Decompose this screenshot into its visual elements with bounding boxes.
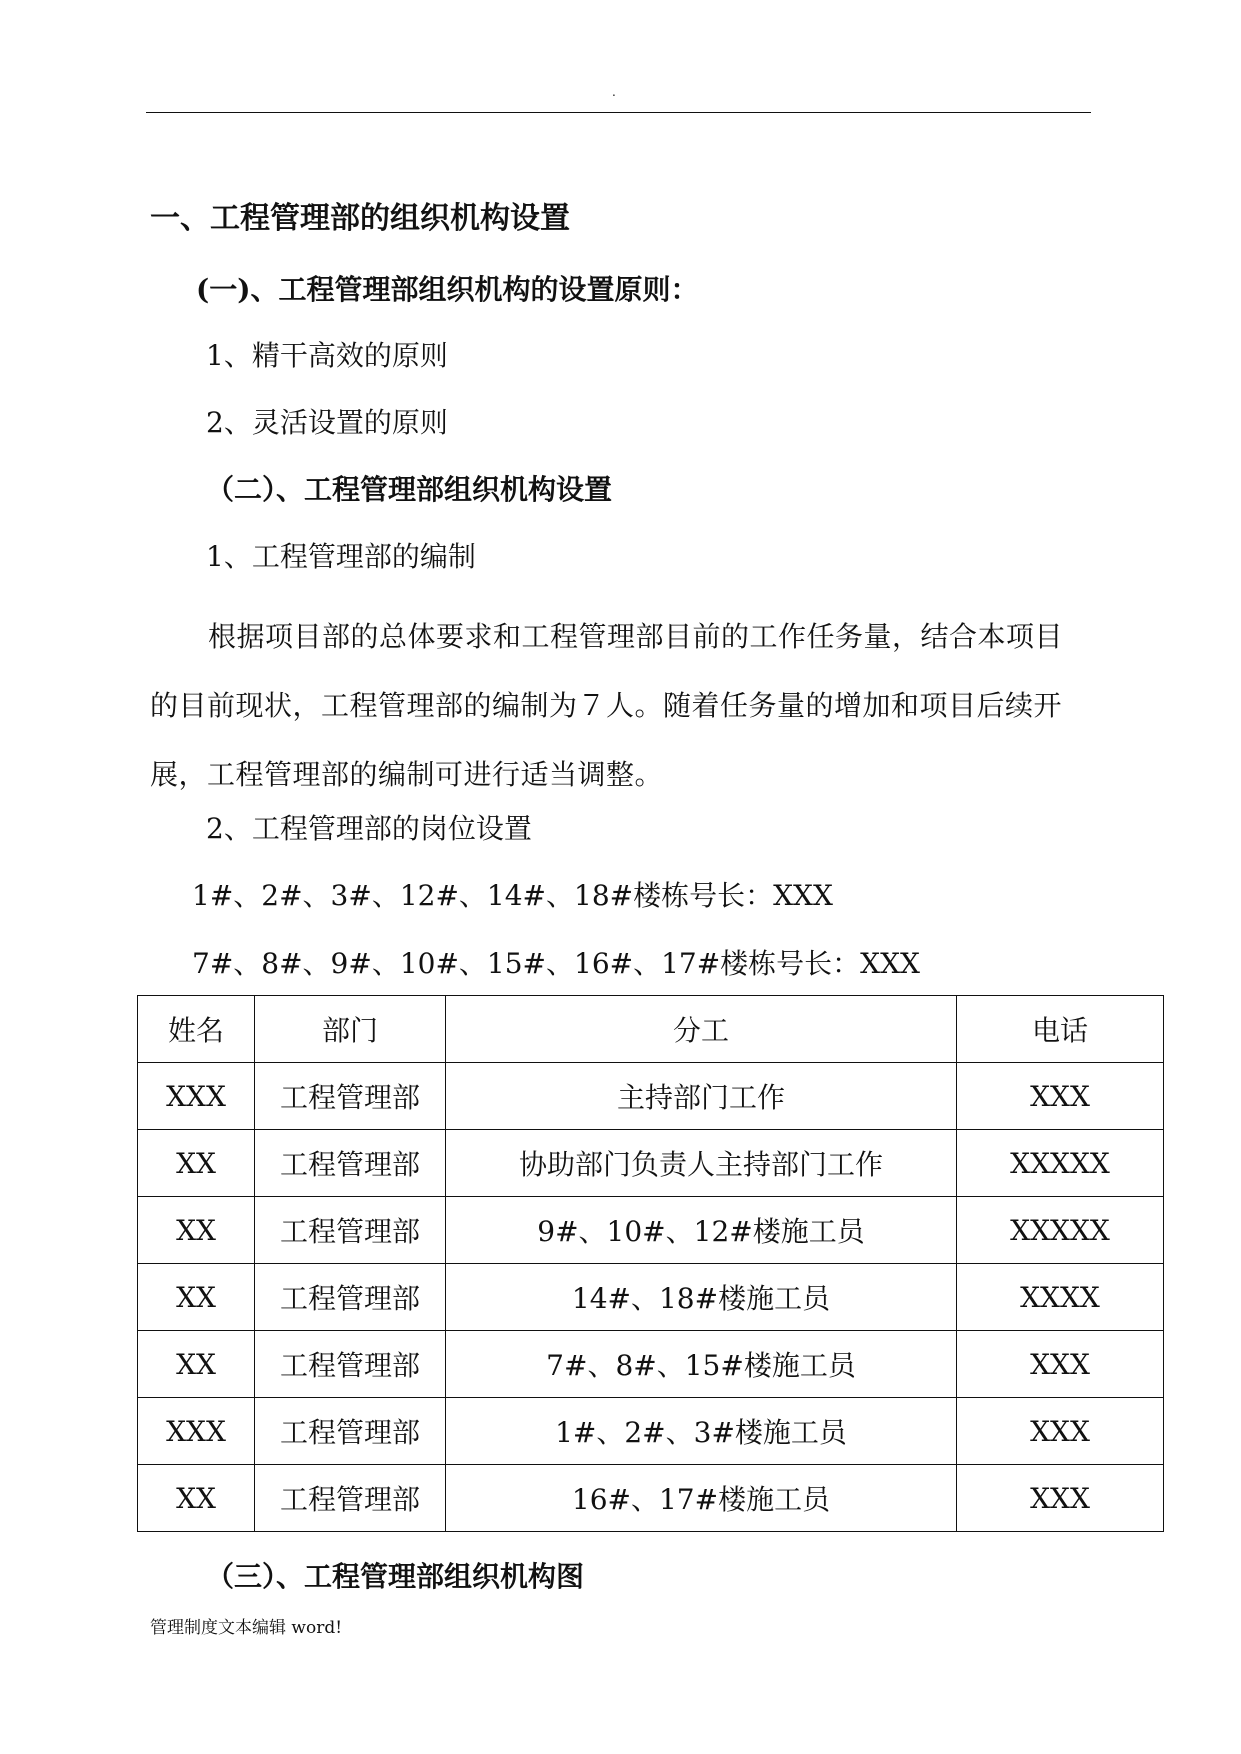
building-leader-line-1: 1#、2#、3#、12#、14#、18#楼栋号长：XXX (192, 879, 833, 912)
table-row (138, 1331, 1164, 1398)
table-row (138, 1264, 1164, 1331)
building-leader-line-2: 7#、8#、9#、10#、15#、16#、17#楼栋号长：XXX (192, 947, 920, 980)
cell-department: 工程管理部 (255, 1331, 446, 1398)
cell-duty: 7#、8#、15#楼施工员 (446, 1331, 957, 1398)
cell-phone: XXX (957, 1331, 1164, 1398)
header-rule (146, 112, 1091, 113)
cell-department: 工程管理部 (255, 1130, 446, 1197)
section-2-title: （二）、工程管理部组织机构设置 (206, 473, 613, 506)
subsection-2-title: 2、工程管理部的岗位设置 (206, 812, 532, 845)
cell-duty: 16#、17#楼施工员 (446, 1465, 957, 1532)
subsection-1-title: 1、工程管理部的编制 (206, 540, 476, 573)
table-row (138, 1130, 1164, 1197)
cell-phone: XXX (957, 1465, 1164, 1532)
cell-phone: XXX (957, 1063, 1164, 1130)
cell-department: 工程管理部 (255, 1398, 446, 1465)
cell-duty: 9#、10#、12#楼施工员 (446, 1197, 957, 1264)
principle-2: 2、灵活设置的原则 (206, 406, 448, 439)
cell-name: XX (138, 1130, 255, 1197)
table-header-row (138, 996, 1164, 1063)
header-department: 部门 (255, 996, 446, 1063)
main-heading: 一、工程管理部的组织机构设置 (150, 201, 570, 236)
cell-duty: 14#、18#楼施工员 (446, 1264, 957, 1331)
section-1-title: (一)、工程管理部组织机构的设置原则： (196, 273, 699, 306)
cell-department: 工程管理部 (255, 1063, 446, 1130)
table-row (138, 1465, 1164, 1532)
cell-phone: XXXX (957, 1264, 1164, 1331)
principle-1: 1、精干高效的原则 (206, 339, 448, 372)
header-mark: . (612, 85, 616, 99)
staff-table (137, 995, 1164, 1532)
table-row (138, 1398, 1164, 1465)
header-name: 姓名 (138, 996, 255, 1063)
cell-duty: 协助部门负责人主持部门工作 (446, 1130, 957, 1197)
header-duty: 分工 (446, 996, 957, 1063)
cell-phone: XXXXX (957, 1197, 1164, 1264)
section-3-title: （三）、工程管理部组织机构图 (206, 1560, 585, 1593)
cell-name: XX (138, 1197, 255, 1264)
cell-department: 工程管理部 (255, 1197, 446, 1264)
cell-phone: XXX (957, 1398, 1164, 1465)
cell-name: XX (138, 1465, 255, 1532)
cell-phone: XXXXX (957, 1130, 1164, 1197)
staffing-paragraph: 根据项目部的总体要求和工程管理部目前的工作任务量，结合本项目的目前现状，工程管理部的编制为７人。随着任务量的增加和项目后续开展，工程管理部的编制可进行适当调整。 (150, 620, 1064, 791)
cell-department: 工程管理部 (255, 1465, 446, 1532)
cell-duty: 1#、2#、3#楼施工员 (446, 1398, 957, 1465)
cell-name: XXX (138, 1398, 255, 1465)
table-row (138, 1063, 1164, 1130)
table-row (138, 1197, 1164, 1264)
cell-name: XX (138, 1331, 255, 1398)
header-phone: 电话 (957, 996, 1164, 1063)
cell-name: XX (138, 1264, 255, 1331)
footer-text: 管理制度文本编辑 word! (150, 1618, 343, 1638)
cell-department: 工程管理部 (255, 1264, 446, 1331)
cell-duty: 主持部门工作 (446, 1063, 957, 1130)
cell-name: XXX (138, 1063, 255, 1130)
